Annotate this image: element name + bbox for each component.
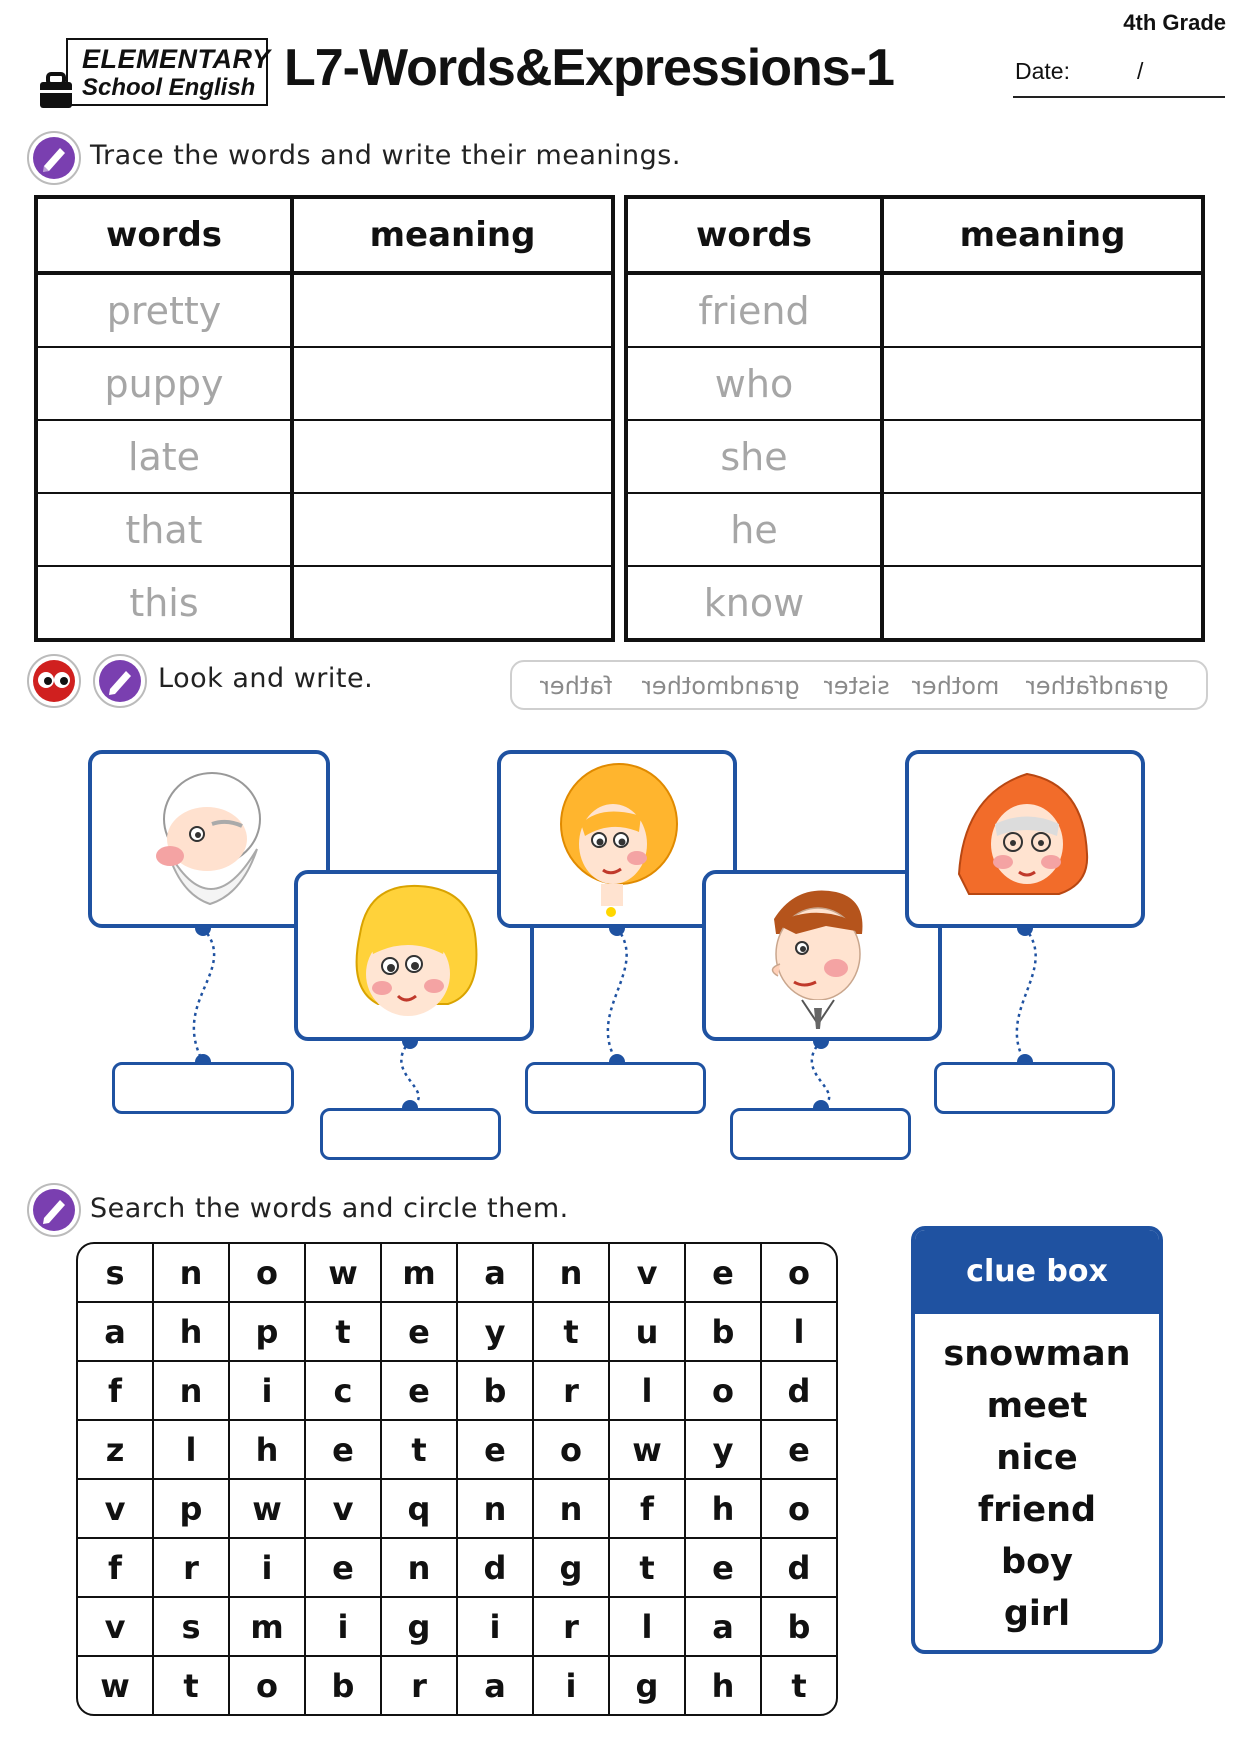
grid-letter[interactable]: n — [534, 1244, 610, 1303]
grid-letter[interactable]: w — [230, 1480, 306, 1539]
grid-letter[interactable]: m — [230, 1598, 306, 1657]
grid-letter[interactable]: b — [762, 1598, 836, 1657]
grid-letter[interactable]: t — [306, 1303, 382, 1362]
answer-box-grandfather[interactable] — [112, 1062, 294, 1114]
grid-letter[interactable]: r — [534, 1598, 610, 1657]
grid-letter[interactable]: w — [78, 1657, 154, 1714]
grid-letter[interactable]: y — [458, 1303, 534, 1362]
trace-word[interactable]: this — [36, 566, 292, 640]
grid-letter[interactable]: f — [78, 1539, 154, 1598]
trace-word[interactable]: know — [626, 566, 882, 640]
grid-letter[interactable]: w — [610, 1421, 686, 1480]
clue-box — [911, 1226, 1163, 1654]
grid-letter[interactable]: s — [78, 1244, 154, 1303]
grid-letter[interactable]: t — [154, 1657, 230, 1714]
grid-letter[interactable]: f — [78, 1362, 154, 1421]
grid-letter[interactable]: v — [306, 1480, 382, 1539]
grid-letter[interactable]: o — [534, 1421, 610, 1480]
grid-letter[interactable]: e — [306, 1539, 382, 1598]
trace-word[interactable]: she — [626, 420, 882, 493]
grid-row — [78, 1598, 836, 1657]
grid-letter[interactable]: l — [610, 1598, 686, 1657]
grid-letter[interactable]: e — [382, 1303, 458, 1362]
grid-letter[interactable]: u — [610, 1303, 686, 1362]
grid-letter[interactable]: l — [610, 1362, 686, 1421]
clue-word: friend — [977, 1490, 1097, 1530]
grid-letter[interactable]: n — [534, 1480, 610, 1539]
grid-letter[interactable]: n — [154, 1244, 230, 1303]
grid-letter[interactable]: b — [458, 1362, 534, 1421]
grid-letter[interactable]: o — [762, 1480, 836, 1539]
date-label: Date: — [1015, 58, 1070, 84]
logo-line2: School English — [82, 74, 256, 101]
grid-letter[interactable]: s — [154, 1598, 230, 1657]
clue-box-title: clue box — [915, 1230, 1159, 1314]
grid-letter[interactable]: v — [610, 1244, 686, 1303]
grid-letter[interactable]: h — [230, 1421, 306, 1480]
grid-letter[interactable]: a — [78, 1303, 154, 1362]
grid-letter[interactable]: m — [382, 1244, 458, 1303]
grid-letter[interactable]: h — [154, 1303, 230, 1362]
grid-letter[interactable]: t — [534, 1303, 610, 1362]
grid-letter[interactable]: i — [230, 1362, 306, 1421]
grid-letter[interactable]: l — [762, 1303, 836, 1362]
grid-letter[interactable]: n — [154, 1362, 230, 1421]
column-header-words: words — [36, 197, 292, 273]
grid-letter[interactable]: y — [686, 1421, 762, 1480]
grid-letter[interactable]: p — [230, 1303, 306, 1362]
grid-letter[interactable]: e — [762, 1421, 836, 1480]
grid-letter[interactable]: t — [791, 1666, 807, 1705]
grid-letter[interactable]: p — [154, 1480, 230, 1539]
clue-word: nice — [996, 1438, 1078, 1478]
answer-box-father[interactable] — [730, 1108, 911, 1160]
section1-instruction: Trace the words and write their meanings. — [90, 140, 681, 171]
column-header-meaning: meaning — [882, 197, 1203, 273]
clue-word: snowman — [943, 1334, 1131, 1374]
grid-row — [78, 1539, 836, 1598]
grid-letter[interactable]: r — [382, 1657, 458, 1714]
grid-letter[interactable]: g — [382, 1598, 458, 1657]
trace-word[interactable]: pretty — [36, 273, 292, 347]
grid-letter[interactable]: o — [762, 1244, 836, 1303]
column-header-words: words — [626, 197, 882, 273]
grid-letter[interactable]: i — [458, 1598, 534, 1657]
grid-row — [78, 1303, 836, 1362]
trace-word[interactable]: he — [626, 493, 882, 566]
grid-letter[interactable]: t — [382, 1421, 458, 1480]
answer-box-mother[interactable] — [525, 1062, 706, 1114]
answer-box-grandmother[interactable] — [934, 1062, 1115, 1114]
grid-letter[interactable]: w — [306, 1244, 382, 1303]
clue-word-list — [915, 1314, 1159, 1640]
trace-word[interactable]: who — [626, 347, 882, 420]
grid-letter[interactable]: q — [382, 1480, 458, 1539]
grid-letter[interactable]: o — [686, 1362, 762, 1421]
grid-letter[interactable]: i — [230, 1539, 306, 1598]
clue-word: meet — [986, 1386, 1088, 1426]
grid-letter[interactable]: b — [306, 1657, 382, 1714]
grid-letter[interactable]: i — [534, 1657, 610, 1714]
picture-frame-grandmother — [905, 750, 1145, 928]
grid-letter[interactable]: a — [686, 1598, 762, 1657]
section2-instruction: Look and write. — [158, 663, 374, 694]
grade-label: 4th Grade — [1123, 10, 1226, 35]
pencil-icon — [26, 1182, 82, 1238]
bank-word: grandmother — [642, 672, 800, 700]
mother-face-illustration — [501, 754, 733, 924]
grandfather-face-illustration — [92, 754, 326, 924]
grid-letter[interactable]: e — [686, 1539, 762, 1598]
grid-row — [78, 1421, 836, 1480]
grid-letter[interactable]: a — [458, 1657, 534, 1714]
word-search-grid — [76, 1242, 838, 1716]
trace-word[interactable]: puppy — [36, 347, 292, 420]
grid-letter[interactable]: i — [306, 1598, 382, 1657]
grid-letter[interactable]: d — [762, 1539, 836, 1598]
grid-letter[interactable]: g — [534, 1539, 610, 1598]
picture-frame-mother — [497, 750, 737, 928]
grid-letter[interactable]: l — [154, 1421, 230, 1480]
father-face-illustration — [706, 874, 938, 1037]
bank-word: father — [540, 672, 613, 700]
grid-letter[interactable]: o — [230, 1244, 306, 1303]
grid-row — [78, 1657, 836, 1714]
trace-word[interactable]: that — [36, 493, 292, 566]
bank-word: grandfather — [1026, 672, 1169, 700]
grid-letter[interactable]: o — [230, 1657, 306, 1714]
grid-row — [78, 1362, 836, 1421]
grid-letter[interactable]: c — [306, 1362, 382, 1421]
logo-line1: ELEMENTARY — [82, 44, 271, 74]
grid-letter[interactable]: h — [686, 1657, 762, 1714]
grid-letter[interactable]: v — [78, 1598, 154, 1657]
date-separator: / — [1137, 58, 1144, 84]
grid-row — [78, 1244, 836, 1303]
grid-letter[interactable]: n — [458, 1480, 534, 1539]
answer-box-sister[interactable] — [320, 1108, 501, 1160]
grid-letter[interactable]: d — [458, 1539, 534, 1598]
page-title: L7-Words&Expressions-1 — [284, 39, 894, 97]
clue-word: girl — [1003, 1594, 1071, 1634]
grid-letter[interactable]: f — [610, 1480, 686, 1539]
grid-letter[interactable]: h — [686, 1480, 762, 1539]
grid-letter[interactable]: e — [458, 1421, 534, 1480]
grid-row — [78, 1480, 836, 1539]
trace-word[interactable]: friend — [626, 273, 882, 347]
clue-word: boy — [1001, 1542, 1073, 1582]
grid-letter[interactable]: t — [610, 1539, 686, 1598]
grid-letter[interactable]: r — [154, 1539, 230, 1598]
grid-letter[interactable]: r — [534, 1362, 610, 1421]
grid-letter[interactable]: v — [78, 1480, 154, 1539]
bank-word: mother — [912, 672, 1000, 700]
grid-letter[interactable]: z — [78, 1421, 154, 1480]
grid-letter[interactable]: e — [306, 1421, 382, 1480]
grid-letter[interactable]: g — [610, 1657, 686, 1714]
grid-letter[interactable]: e — [686, 1244, 762, 1303]
grandmother-face-illustration — [909, 754, 1141, 924]
trace-word[interactable]: late — [36, 420, 292, 493]
grid-letter[interactable]: e — [382, 1362, 458, 1421]
bank-word: sister — [824, 672, 890, 700]
grid-letter[interactable]: a — [458, 1244, 534, 1303]
grid-letter[interactable]: b — [686, 1303, 762, 1362]
grid-letter[interactable]: d — [762, 1362, 836, 1421]
section3-instruction: Search the words and circle them. — [90, 1193, 569, 1224]
grid-letter[interactable]: n — [382, 1539, 458, 1598]
sister-face-illustration — [298, 874, 530, 1037]
column-header-meaning: meaning — [292, 197, 613, 273]
